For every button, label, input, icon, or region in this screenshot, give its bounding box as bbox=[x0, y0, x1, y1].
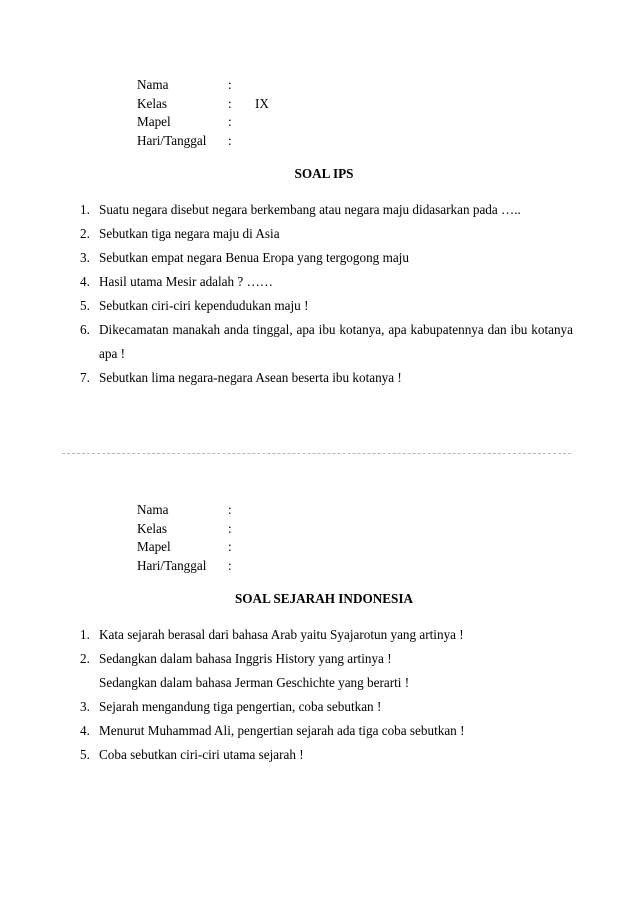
info-label: Kelas bbox=[137, 520, 168, 536]
question-number: 5. bbox=[80, 747, 90, 762]
list-item bbox=[0, 246, 638, 270]
question-text: Sejarah mengandung tiga pengertian, coba sebutkan ! bbox=[99, 699, 382, 714]
question-number: 4. bbox=[80, 723, 90, 738]
question-number: 2. bbox=[80, 651, 90, 666]
info-label: Nama bbox=[137, 502, 169, 517]
info-colon: : bbox=[228, 95, 232, 111]
info-value: IX bbox=[255, 95, 269, 111]
list-item bbox=[0, 318, 638, 366]
question-text: Dikecamatan manakah anda tinggal, apa ibu kotanya, apa kabupatennya dan ibu kotanya apa ! bbox=[99, 322, 573, 361]
question-list bbox=[0, 198, 638, 390]
info-row-mapel bbox=[137, 113, 269, 132]
list-item bbox=[0, 695, 638, 719]
info-row-nama bbox=[137, 76, 269, 95]
section-divider bbox=[62, 453, 571, 454]
question-text: Sebutkan empat negara Benua Eropa yang tergogong maju bbox=[99, 250, 409, 265]
info-colon: : bbox=[228, 502, 232, 517]
question-number: 1. bbox=[80, 202, 90, 217]
list-item bbox=[0, 294, 638, 318]
info-row-kelas bbox=[137, 520, 255, 539]
question-number: 1. bbox=[80, 627, 90, 642]
info-value bbox=[255, 132, 269, 151]
info-colon: : bbox=[228, 557, 232, 573]
question-text: Kata sejarah berasal dari bahasa Arab yaitu Syajarotun yang artinya ! bbox=[99, 627, 464, 642]
info-colon: : bbox=[228, 539, 232, 554]
list-item bbox=[0, 366, 638, 390]
info-label: Hari/Tanggal bbox=[137, 557, 207, 573]
question-text: Sebutkan lima negara-negara Asean beserta ibu kotanya ! bbox=[99, 370, 402, 385]
question-number: 4. bbox=[80, 274, 90, 289]
info-label: Nama bbox=[137, 77, 169, 92]
list-item bbox=[0, 743, 638, 767]
question-text bbox=[99, 647, 573, 695]
question-text: Sebutkan ciri-ciri kependudukan maju ! bbox=[99, 298, 309, 313]
list-item bbox=[0, 222, 638, 246]
question-line: Sedangkan dalam bahasa Jerman Geschichte yang berarti ! bbox=[99, 675, 410, 690]
question-text: Coba sebutkan ciri-ciri utama sejarah ! bbox=[99, 747, 304, 762]
question-line: Sedangkan dalam bahasa Inggris History yang artinya ! bbox=[99, 651, 392, 666]
question-number: 6. bbox=[80, 322, 90, 337]
info-row-kelas bbox=[137, 95, 269, 114]
info-row-hari-tanggal bbox=[137, 557, 255, 576]
info-colon: : bbox=[228, 114, 232, 129]
section-ips bbox=[0, 76, 638, 390]
section-title: SOAL SEJARAH INDONESIA bbox=[234, 591, 414, 606]
question-text: Hasil utama Mesir adalah ? …… bbox=[99, 274, 273, 289]
question-text: Menurut Muhammad Ali, pengertian sejarah ada tiga coba sebutkan ! bbox=[99, 723, 465, 738]
info-value bbox=[255, 113, 269, 132]
list-item bbox=[0, 647, 638, 695]
info-label: Kelas bbox=[137, 95, 168, 111]
question-text: Sebutkan tiga negara maju di Asia bbox=[99, 226, 280, 241]
info-label: Hari/Tanggal bbox=[137, 132, 207, 148]
list-item bbox=[0, 270, 638, 294]
question-number: 2. bbox=[80, 226, 90, 241]
section-sejarah bbox=[0, 501, 638, 767]
info-colon: : bbox=[228, 520, 232, 536]
info-label: Mapel bbox=[137, 539, 171, 554]
question-list bbox=[0, 623, 638, 767]
info-colon: : bbox=[228, 77, 232, 92]
list-item bbox=[0, 623, 638, 647]
list-item bbox=[0, 719, 638, 743]
question-number: 3. bbox=[80, 250, 90, 265]
list-item bbox=[0, 198, 638, 222]
section-title: SOAL IPS bbox=[294, 166, 354, 181]
question-text: Suatu negara disebut negara berkembang atau negara maju didasarkan pada ….. bbox=[99, 202, 521, 217]
info-row-mapel bbox=[137, 538, 255, 557]
info-row-hari-tanggal bbox=[137, 132, 269, 151]
info-colon: : bbox=[228, 132, 232, 148]
info-value bbox=[255, 76, 269, 95]
student-info-table bbox=[137, 76, 269, 150]
question-number: 7. bbox=[80, 370, 90, 385]
question-number: 5. bbox=[80, 298, 90, 313]
student-info-table bbox=[137, 501, 255, 575]
question-number: 3. bbox=[80, 699, 90, 714]
info-row-nama bbox=[137, 501, 255, 520]
info-label: Mapel bbox=[137, 114, 171, 129]
